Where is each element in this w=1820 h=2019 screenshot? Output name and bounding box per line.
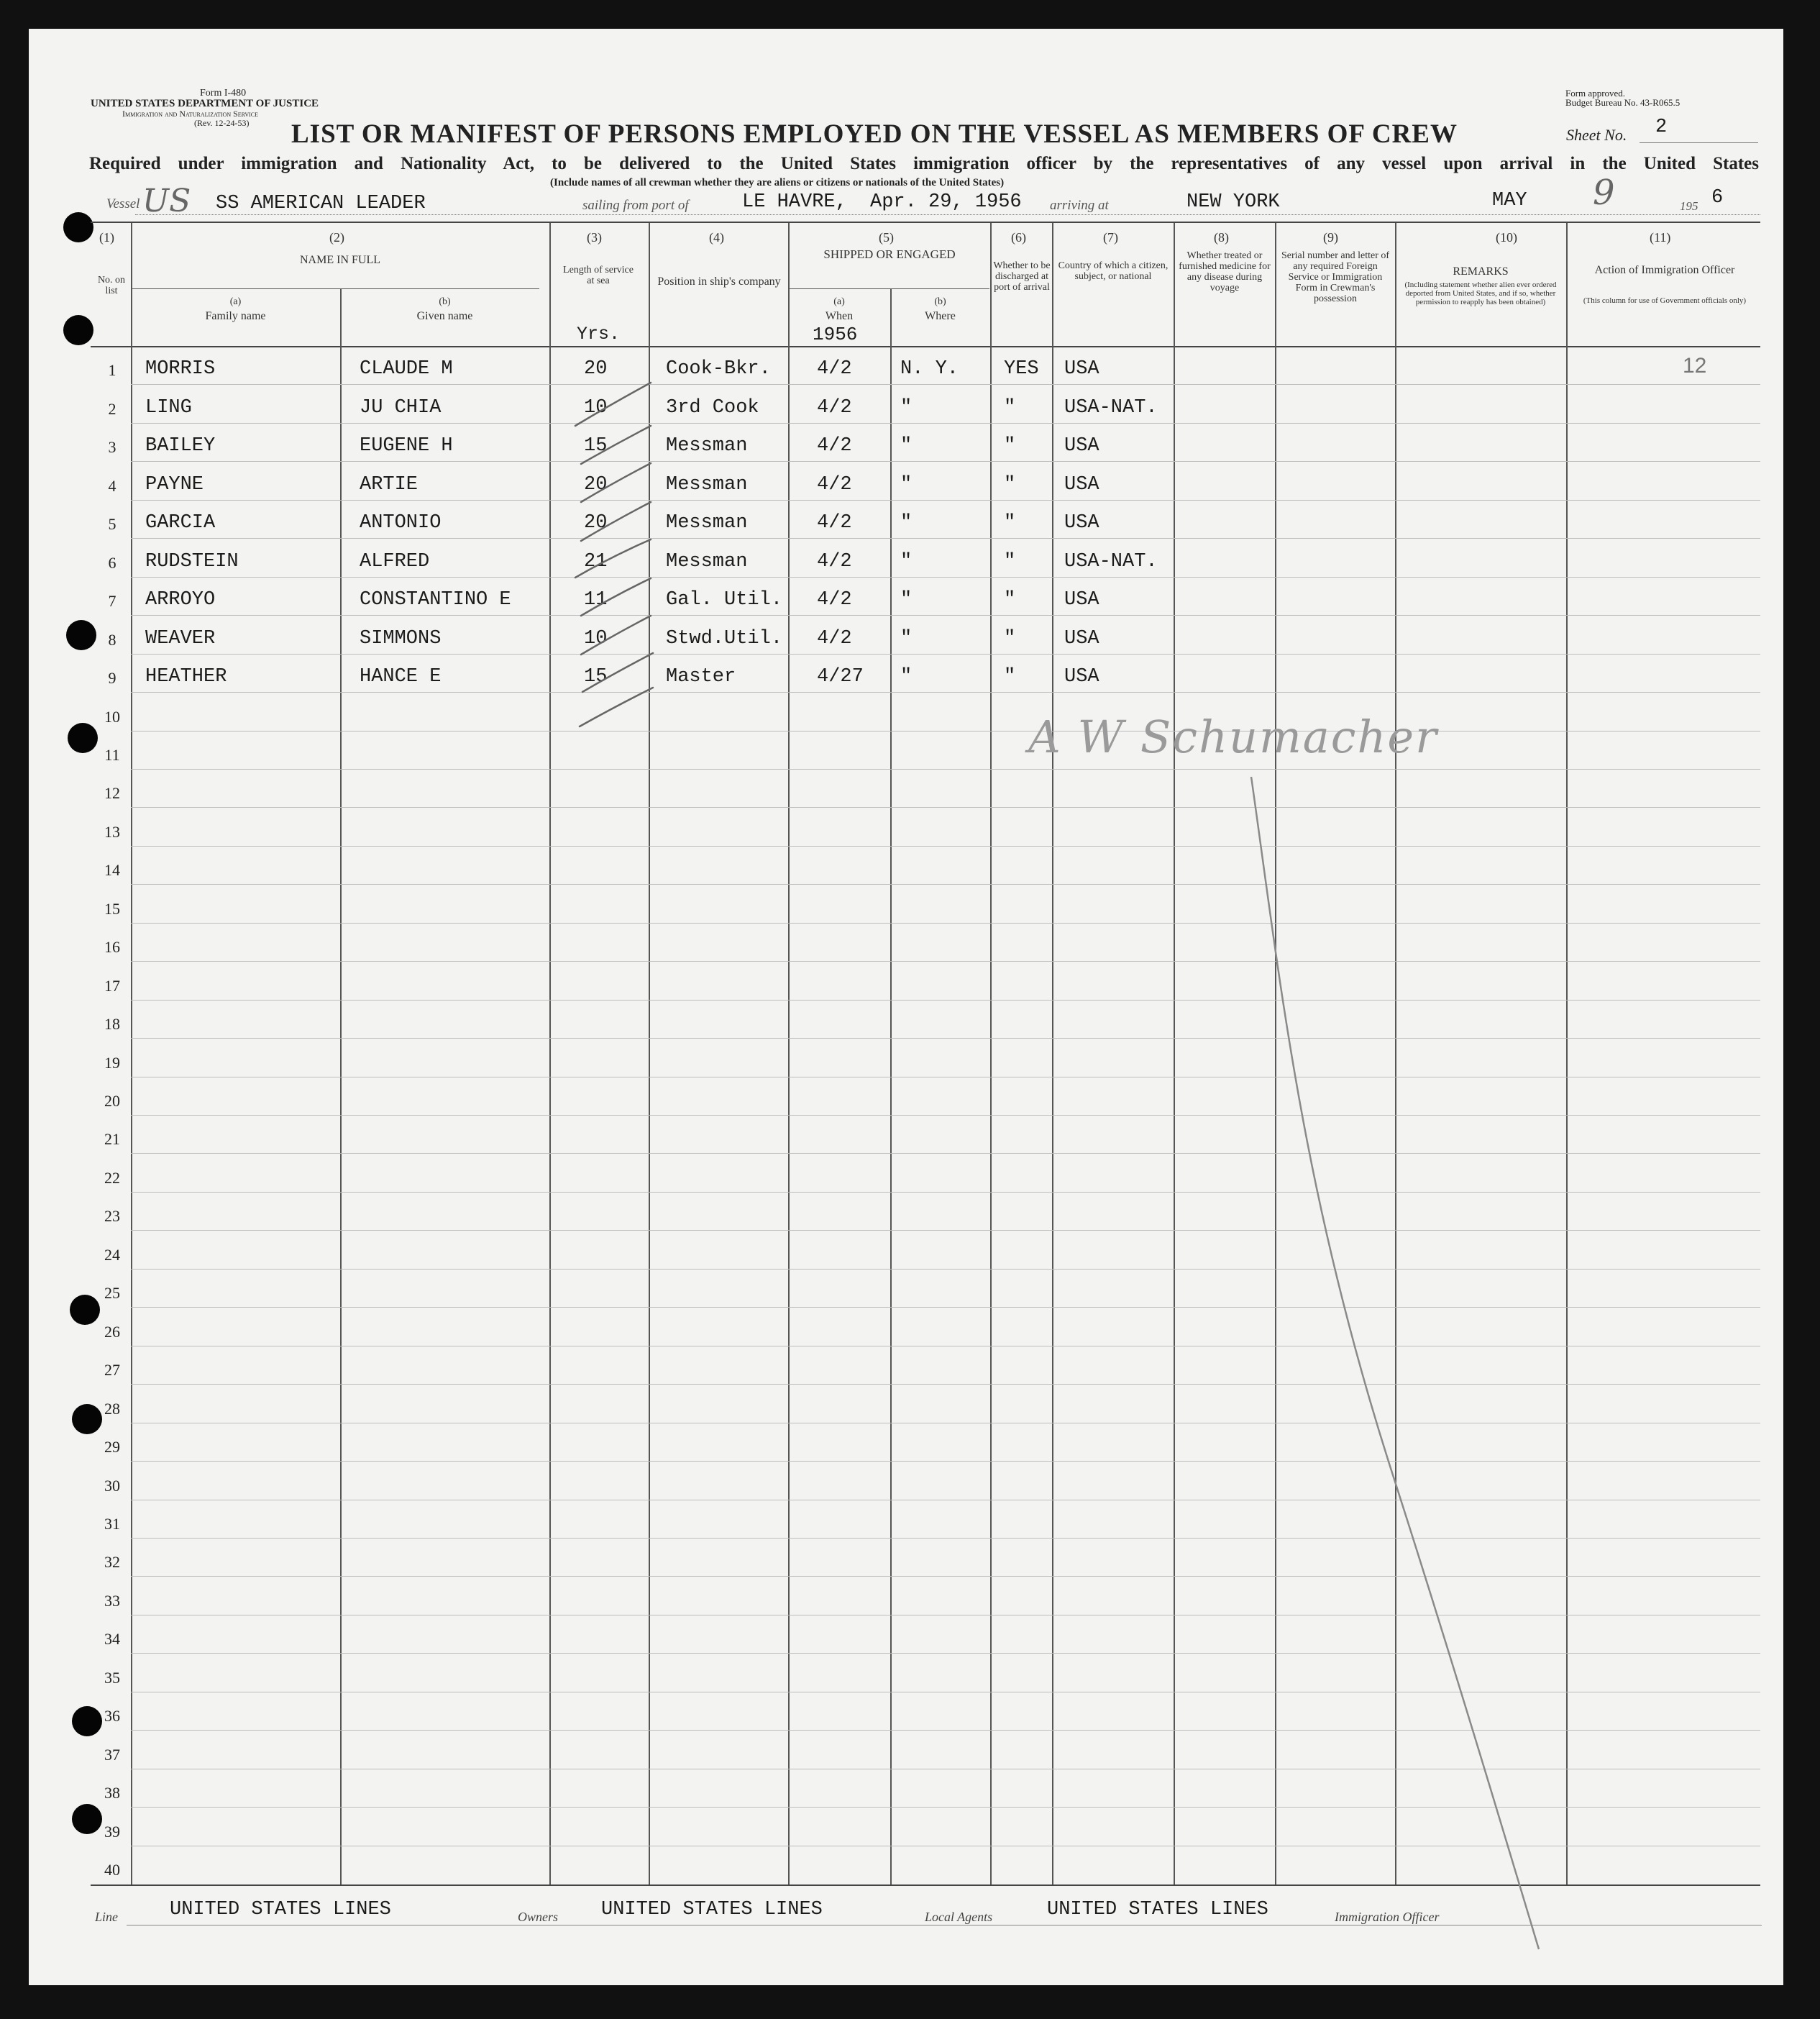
punch-hole — [63, 315, 93, 345]
shipped-where: " — [900, 396, 913, 419]
subtitle: Required under immigration and Nationality Act, to be delivered to the United States immigration officer by the representatives of any vessel upon arrival in the United States — [89, 154, 1759, 173]
shipped-where: " — [900, 473, 913, 496]
budget-bureau: Budget Bureau No. 43-R065.5 — [1565, 97, 1680, 108]
given-name: ARTIE — [360, 473, 419, 496]
service-years: 11 — [584, 589, 608, 611]
row-number: 19 — [104, 1053, 120, 1072]
tally-stroke — [575, 383, 651, 426]
col2a-header: Family name — [205, 310, 266, 322]
include-note: (Include names of all crewman whether they are aliens or citizens or nationals of the United States) — [550, 177, 1005, 188]
row-number: 39 — [104, 1822, 120, 1841]
handwritten-signature: A W Schumacher — [1028, 711, 1438, 763]
column-divider — [340, 289, 342, 1884]
shipped-where: " — [900, 435, 913, 457]
discharged: " — [1004, 550, 1016, 573]
shipped-year: 1956 — [813, 324, 858, 345]
tally-stroke — [581, 463, 651, 502]
position: Messman — [666, 512, 748, 534]
col11-header: Action of Immigration Officer — [1594, 264, 1735, 276]
row-number: 37 — [104, 1745, 120, 1764]
row-number: 1 — [108, 361, 116, 380]
col11-number: (11) — [1650, 230, 1671, 245]
manifest-sheet — [29, 29, 1783, 1985]
column-divider — [1052, 223, 1053, 1884]
col2a-number: (a) — [229, 296, 242, 307]
row-number: 5 — [108, 515, 116, 534]
row-number: 31 — [104, 1514, 120, 1533]
position: Messman — [666, 550, 748, 573]
row-number: 20 — [104, 1092, 120, 1110]
row-number: 23 — [104, 1207, 120, 1226]
country: USA — [1064, 473, 1099, 496]
row-number: 15 — [104, 899, 120, 918]
tally-stroke — [581, 578, 651, 616]
given-name: HANCE E — [360, 666, 442, 688]
row-number: 16 — [104, 938, 120, 957]
sheet-number: 2 — [1655, 117, 1668, 138]
tally-stroke — [581, 502, 651, 541]
row-number: 9 — [108, 669, 116, 688]
row-number: 24 — [104, 1245, 120, 1264]
col6-number: (6) — [1011, 230, 1026, 245]
position: Cook-Bkr. — [666, 358, 771, 380]
row-number: 38 — [104, 1784, 120, 1802]
family-name: GARCIA — [145, 512, 216, 534]
col2-number: (2) — [329, 230, 344, 245]
given-name: ALFRED — [360, 550, 430, 573]
years-unit: Yrs. — [577, 324, 621, 345]
family-name: PAYNE — [145, 473, 204, 496]
shipped-when: 4/2 — [817, 396, 852, 419]
row-number: 32 — [104, 1553, 120, 1572]
vessel-name: SS AMERICAN LEADER — [216, 193, 426, 214]
row-number: 8 — [108, 630, 116, 649]
shipped-when: 4/2 — [817, 512, 852, 534]
row-number: 36 — [104, 1707, 120, 1726]
row-line — [131, 654, 1760, 655]
tally-stroke — [580, 688, 653, 726]
officer-label: Immigration Officer — [1335, 1910, 1440, 1924]
shipped-where: " — [900, 627, 913, 650]
given-name: SIMMONS — [360, 627, 442, 650]
service-years: 20 — [584, 358, 608, 380]
owners-label: Owners — [518, 1910, 559, 1924]
line-label: Line — [95, 1910, 119, 1924]
row-number: 17 — [104, 976, 120, 995]
discharged: " — [1004, 473, 1016, 496]
service-years: 15 — [584, 435, 608, 457]
agents-label: Local Agents — [925, 1910, 993, 1924]
col2-header: NAME IN FULL — [300, 254, 380, 266]
year-suffix: 6 — [1711, 187, 1724, 209]
row-number: 11 — [104, 745, 120, 764]
col3-header: Length of service at sea — [563, 265, 634, 286]
row-number: 13 — [104, 822, 120, 841]
row-line — [131, 423, 1760, 424]
row-line — [131, 731, 1760, 732]
country: USA — [1064, 627, 1099, 650]
row-line — [131, 461, 1760, 462]
arriving-label: arriving at — [1050, 198, 1109, 213]
col2b-number: (b) — [439, 296, 451, 307]
column-divider — [788, 223, 790, 1884]
given-name: EUGENE H — [360, 435, 453, 457]
arrival-month: MAY — [1492, 190, 1527, 211]
family-name: RUDSTEIN — [145, 550, 239, 573]
shipped-subheader-line — [788, 288, 989, 289]
tally-stroke — [582, 653, 653, 692]
table-top-border — [91, 222, 1760, 223]
tally-stroke — [575, 539, 651, 578]
row-line — [131, 692, 1760, 693]
col5-number: (5) — [879, 230, 894, 245]
col10-number: (10) — [1496, 230, 1517, 245]
owners-value: UNITED STATES LINES — [601, 1899, 823, 1920]
shipped-when: 4/27 — [817, 666, 864, 688]
agents-value: UNITED STATES LINES — [1047, 1899, 1268, 1920]
col11-subheader: (This column for use of Government officials only) — [1583, 296, 1747, 305]
position: Master — [666, 666, 736, 688]
col10-subheader: (Including statement whether alien ever ordered deported from United States, and if so, whether permission to reapply has been obtained) — [1404, 281, 1557, 306]
col6-header: Whether to be discharged at port of arrival — [993, 260, 1051, 293]
shipped-when: 4/2 — [817, 358, 852, 380]
shipped-when: 4/2 — [817, 473, 852, 496]
discharged: " — [1004, 396, 1016, 419]
given-name: ANTONIO — [360, 512, 442, 534]
service-years: 15 — [584, 666, 608, 688]
country: USA-NAT. — [1064, 550, 1158, 573]
row-number: 26 — [104, 1322, 120, 1341]
arriving-port: NEW YORK — [1186, 191, 1280, 213]
arrival-day-handwritten: 9 — [1593, 173, 1615, 213]
given-name: CLAUDE M — [360, 358, 453, 380]
sailing-port: LE HAVRE, — [742, 191, 847, 213]
country: USA — [1064, 358, 1099, 380]
col2b-header: Given name — [416, 310, 473, 322]
col4-number: (4) — [709, 230, 724, 245]
vessel-underline — [135, 214, 1760, 215]
discharged: " — [1004, 512, 1016, 534]
position: 3rd Cook — [666, 396, 759, 419]
col1-number: (1) — [99, 230, 114, 245]
approval-line: Form approved. — [1565, 88, 1626, 99]
row-line — [131, 538, 1760, 539]
row-number: 4 — [108, 476, 116, 495]
year-prefix: 195 — [1680, 199, 1698, 213]
given-name: CONSTANTINO E — [360, 589, 511, 611]
discharged: " — [1004, 627, 1016, 650]
row-number: 7 — [108, 592, 116, 611]
shipped-when: 4/2 — [817, 550, 852, 573]
col9-header: Serial number and letter of any required Foreign Service or Immigration Form in Crewman's possession — [1281, 250, 1390, 304]
form-number: Form I-480 — [200, 88, 247, 99]
row-line — [131, 384, 1760, 385]
service-years: 20 — [584, 512, 608, 534]
discharged: " — [1004, 435, 1016, 457]
row-number: 30 — [104, 1476, 120, 1495]
col5b-number: (b) — [934, 296, 946, 307]
name-subheader-line — [131, 288, 539, 289]
col7-number: (7) — [1103, 230, 1118, 245]
row-number: 22 — [104, 1168, 120, 1187]
service-years: 21 — [584, 550, 608, 573]
column-divider — [1174, 223, 1175, 1884]
col3-number: (3) — [587, 230, 602, 245]
sailing-label: sailing from port of — [582, 198, 689, 213]
row-line — [131, 615, 1760, 616]
shipped-when: 4/2 — [817, 589, 852, 611]
shipped-where: " — [900, 666, 913, 688]
service: Immigration and Naturalization Service — [122, 109, 259, 119]
row-number: 3 — [108, 438, 116, 457]
col8-header: Whether treated or furnished medicine for any disease during voyage — [1179, 250, 1271, 293]
given-name: JU CHIA — [360, 396, 442, 419]
row-number: 25 — [104, 1284, 120, 1303]
family-name: MORRIS — [145, 358, 216, 380]
discharged: " — [1004, 589, 1016, 611]
vessel-label: Vessel — [106, 196, 140, 211]
col5a-number: (a) — [833, 296, 845, 307]
shipped-when: 4/2 — [817, 435, 852, 457]
punch-hole — [63, 212, 93, 242]
row-number: 2 — [108, 399, 116, 418]
column-divider — [990, 223, 992, 1884]
col4-header: Position in ship's company — [657, 275, 781, 288]
pencil-line — [1237, 762, 1568, 1956]
row-number: 35 — [104, 1668, 120, 1687]
family-name: BAILEY — [145, 435, 216, 457]
tally-stroke — [581, 616, 651, 655]
row-number: 6 — [108, 553, 116, 572]
row-line — [131, 500, 1760, 501]
sheet-label: Sheet No. — [1566, 126, 1627, 144]
col5a-header: When — [825, 310, 854, 322]
col8-number: (8) — [1214, 230, 1229, 245]
row-number: 40 — [104, 1861, 120, 1879]
discharged: " — [1004, 666, 1016, 688]
row-number: 33 — [104, 1591, 120, 1610]
revision: (Rev. 12-24-53) — [194, 118, 250, 128]
service-years: 10 — [584, 396, 608, 419]
country: USA — [1064, 512, 1099, 534]
col10-header: REMARKS — [1453, 265, 1509, 278]
col7-header: Country of which a citizen, subject, or national — [1058, 260, 1169, 282]
line-value: UNITED STATES LINES — [170, 1899, 391, 1920]
row-number: 14 — [104, 861, 120, 880]
officer-count: 12 — [1683, 354, 1707, 378]
row-number: 21 — [104, 1130, 120, 1149]
position: Messman — [666, 473, 748, 496]
col5-header: SHIPPED OR ENGAGED — [823, 247, 956, 261]
service-years: 20 — [584, 473, 608, 496]
position: Messman — [666, 435, 748, 457]
row-number: 12 — [104, 784, 120, 803]
row-line — [131, 577, 1760, 578]
department: UNITED STATES DEPARTMENT OF JUSTICE — [91, 98, 319, 109]
country: USA-NAT. — [1064, 396, 1158, 419]
col1-header: No. on list — [97, 275, 126, 296]
row-number: 10 — [104, 707, 120, 726]
country: USA — [1064, 666, 1099, 688]
tally-marks — [532, 367, 690, 741]
family-name: ARROYO — [145, 589, 216, 611]
row-number: 27 — [104, 1361, 120, 1380]
row-number: 28 — [104, 1399, 120, 1418]
position: Gal. Util. — [666, 589, 783, 611]
shipped-where: " — [900, 512, 913, 534]
col9-number: (9) — [1323, 230, 1338, 245]
country: USA — [1064, 435, 1099, 457]
discharged: YES — [1004, 358, 1039, 380]
shipped-where: " — [900, 589, 913, 611]
row-number: 34 — [104, 1630, 120, 1649]
row-number: 29 — [104, 1438, 120, 1457]
shipped-where: N. Y. — [900, 358, 959, 380]
page-title: LIST OR MANIFEST OF PERSONS EMPLOYED ON THE VESSEL AS MEMBERS OF CREW — [291, 119, 1458, 149]
country: USA — [1064, 589, 1099, 611]
sheet-underline — [1640, 142, 1758, 143]
service-years: 10 — [584, 627, 608, 650]
shipped-where: " — [900, 550, 913, 573]
family-name: HEATHER — [145, 666, 227, 688]
column-divider — [890, 289, 892, 1884]
vessel-handwritten-mark: US — [142, 183, 191, 219]
family-name: WEAVER — [145, 627, 216, 650]
family-name: LING — [145, 396, 192, 419]
shipped-when: 4/2 — [817, 627, 852, 650]
row-number: 18 — [104, 1015, 120, 1034]
position: Stwd.Util. — [666, 627, 783, 650]
col5b-header: Where — [925, 310, 956, 322]
sailing-date: Apr. 29, 1956 — [870, 191, 1022, 213]
tally-stroke — [581, 426, 651, 464]
